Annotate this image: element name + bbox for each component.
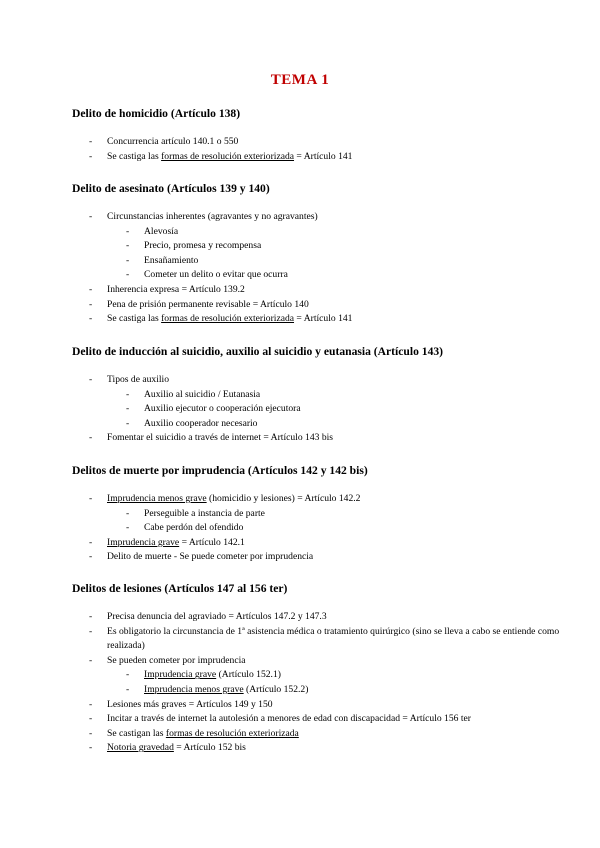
sub-list-item: - Alevosía	[107, 225, 560, 240]
underlined-term: formas de resolución exteriorizada	[161, 150, 295, 162]
list-item: - Es obligatorio la circunstancia de 1ª asistencia médica o tratamiento quirúrgico (sino se lleva a cabo se entiende como realizada)	[72, 625, 560, 654]
list-item: - Imprudencia grave = Artículo 142.1	[72, 536, 560, 551]
list-item: - Incitar a través de internet la autolesión a menores de edad con discapacidad = Artículo 156 ter	[72, 712, 560, 727]
list-item: - Se castiga las formas de resolución exteriorizada = Artículo 141	[72, 150, 560, 165]
list-item: - Inherencia expresa = Artículo 139.2	[72, 283, 560, 298]
list-item: - Tipos de auxilio - Auxilio al suicidio / Eutanasia - Auxilio ejecutor o cooperación ejecutora - Auxilio cooperador necesario	[72, 373, 560, 431]
sub-list-item: - Ensañamiento	[107, 254, 560, 269]
underlined-term: formas de resolución exteriorizada	[161, 313, 295, 325]
list-item: - Se castiga las formas de resolución exteriorizada = Artículo 141	[72, 312, 560, 327]
sub-list	[107, 668, 560, 697]
section-imprudencia	[72, 464, 560, 565]
sub-list-item: - Imprudencia menos grave (Artículo 152.2)	[107, 683, 560, 698]
underlined-term: Notoria gravedad	[107, 742, 174, 754]
sub-list-item: - Cometer un delito o evitar que ocurra	[107, 268, 560, 283]
list-item: - Delito de muerte - Se puede cometer por imprudencia	[72, 550, 560, 565]
section-heading: Delito de asesinato (Artículos 139 y 140)	[72, 182, 270, 195]
section-induccion	[72, 345, 560, 446]
sub-list-item: - Auxilio cooperador necesario	[107, 417, 560, 432]
sub-list-item: - Precio, promesa y recompensa	[107, 239, 560, 254]
sub-list-item: - Imprudencia grave (Artículo 152.1)	[107, 668, 560, 683]
underlined-term: Imprudencia menos grave	[144, 683, 244, 695]
section-asesinato	[72, 182, 560, 327]
list-item: - Pena de prisión permanente revisable = Artículo 140	[72, 298, 560, 313]
list-item: - Concurrencia artículo 140.1 o 550	[72, 135, 560, 150]
list-item: - Lesiones más graves = Artículos 149 y 150	[72, 698, 560, 713]
list-item: - Notoria gravedad = Artículo 152 bis	[72, 741, 560, 756]
list-item: - Precisa denuncia del agraviado = Artículos 147.2 y 147.3	[72, 610, 560, 625]
section-heading: Delitos de muerte por imprudencia (Artículos 142 y 142 bis)	[72, 464, 368, 477]
section-heading: Delitos de lesiones (Artículos 147 al 156 ter)	[72, 582, 288, 595]
sub-list-item: - Perseguible a instancia de parte	[107, 507, 560, 522]
sub-list-item: - Auxilio al suicidio / Eutanasia	[107, 388, 560, 403]
underlined-term: Imprudencia grave	[144, 669, 217, 681]
underlined-term: formas de resolución exteriorizada	[165, 727, 299, 739]
section-lesiones	[72, 582, 560, 756]
section-heading: Delito de inducción al suicidio, auxilio al suicidio y eutanasia (Artículo 143)	[72, 345, 444, 358]
list-item: - Se pueden cometer por imprudencia - Imprudencia grave (Artículo 152.1) - Imprudencia menos grave (Artículo 152.2)	[72, 654, 560, 698]
section-homicidio	[72, 107, 560, 164]
list-item: - Imprudencia menos grave (homicidio y lesiones) = Artículo 142.2 - Perseguible a instancia de parte - Cabe perdón del ofendido	[72, 492, 560, 536]
bullet-list	[72, 610, 560, 756]
sub-list-item: - Auxilio ejecutor o cooperación ejecutora	[107, 402, 560, 417]
sub-list-item: - Cabe perdón del ofendido	[107, 521, 560, 536]
list-item: - Circunstancias inherentes (agravantes y no agravantes) - Alevosía - Precio, promesa y recompensa - Ensañamiento - Cometer un delito o evitar que ocurra	[72, 210, 560, 283]
sub-list	[107, 388, 560, 432]
underlined-term: Imprudencia grave	[107, 536, 180, 548]
list-item: - Se castigan las formas de resolución exteriorizada	[72, 727, 560, 742]
sub-list	[107, 507, 560, 536]
list-item: - Fomentar el suicidio a través de internet = Artículo 143 bis	[72, 431, 560, 446]
bullet-list	[72, 135, 560, 164]
section-heading: Delito de homicidio (Artículo 138)	[72, 107, 241, 120]
page-title: TEMA 1	[270, 72, 330, 88]
underlined-term: Imprudencia menos grave	[107, 493, 207, 504]
sub-list	[107, 225, 560, 283]
bullet-list	[72, 492, 560, 565]
bullet-list	[72, 373, 560, 446]
bullet-list	[72, 210, 560, 327]
